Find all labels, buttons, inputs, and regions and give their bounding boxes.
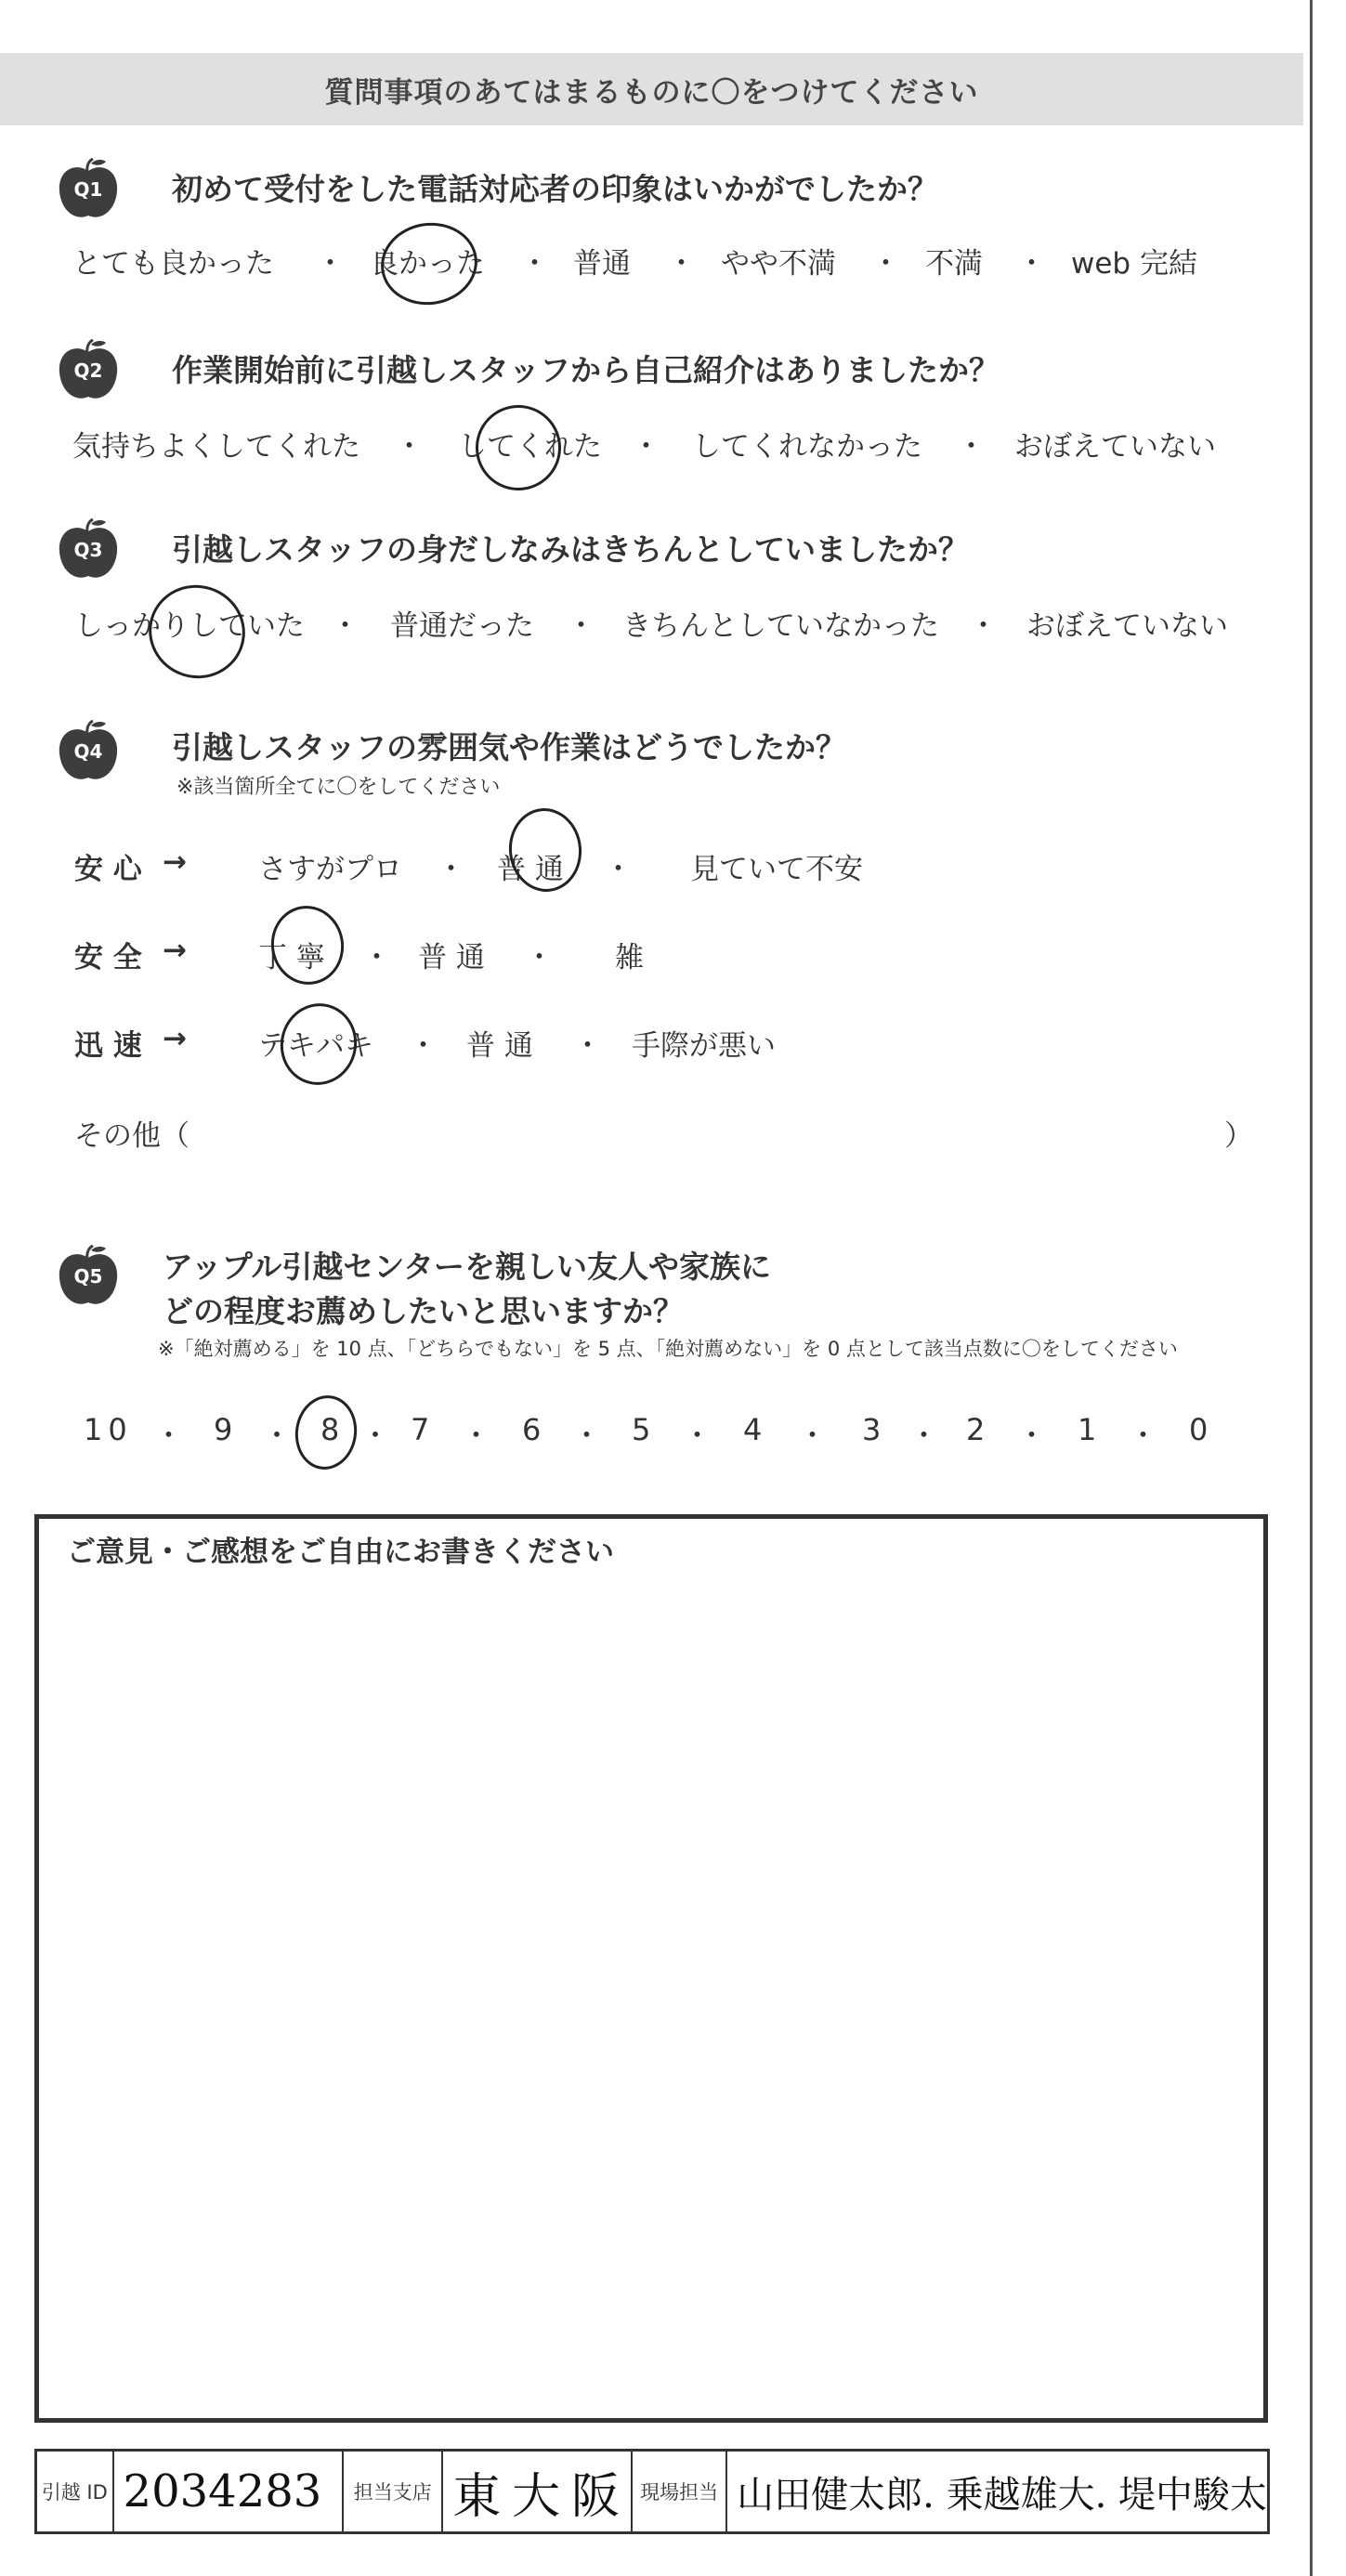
q5-score-1[interactable]: 1 (1078, 1412, 1103, 1447)
q1-badge-label: Q1 (73, 178, 103, 201)
separator-dot: ・ (331, 609, 359, 643)
header-title: 質問事項のあてはまるものに〇をつけてください (324, 75, 979, 110)
q2-option-3[interactable]: してくれなかった (692, 430, 922, 464)
separator-dot: ・ (572, 1419, 601, 1453)
separator-dot: ・ (957, 430, 986, 464)
q1-option-5[interactable]: 不満 (925, 247, 983, 281)
q2-option-2[interactable]: してくれた (458, 430, 602, 464)
separator-dot: ・ (395, 430, 424, 464)
move-id-value: 2034283 (114, 2452, 345, 2531)
separator-dot: ・ (573, 1029, 602, 1063)
separator-dot: ・ (462, 1419, 490, 1453)
q5-score-4[interactable]: 4 (743, 1412, 768, 1447)
q5-score-9[interactable]: 9 (214, 1412, 239, 1447)
q5-note: ※「絶対薦める」を 10 点、「どちらでもない」を 5 点、「絶対薦めない」を 0 点として該当点数に〇をしてください (158, 1338, 1178, 1360)
arrow-right-icon: → (163, 934, 187, 967)
branch-value: 東大阪 (443, 2452, 633, 2531)
branch-label: 担当支店 (344, 2452, 443, 2531)
separator-dot: ・ (520, 247, 549, 281)
q5-score-row (84, 1412, 1245, 1458)
q4-row-label-anzen: 安 全 (74, 941, 142, 974)
q4-row2-option-2[interactable]: 普 通 (418, 941, 485, 974)
q4-row-label-anshin: 安 心 (74, 853, 142, 886)
q4-badge-label: Q4 (73, 740, 103, 763)
page-edge-line (1310, 0, 1313, 2576)
q4-row1-option-2[interactable]: 普 通 (497, 853, 564, 886)
move-id-label: 引越 ID (37, 2452, 114, 2531)
arrow-right-icon: → (163, 1022, 187, 1055)
q1-option-4[interactable]: やや不満 (721, 247, 836, 281)
q1-option-3[interactable]: 普通 (573, 247, 631, 281)
q4-row2-option-3[interactable]: 雑 (615, 941, 644, 974)
separator-dot: ・ (798, 1419, 827, 1453)
separator-dot: ・ (362, 941, 391, 974)
comment-box[interactable] (34, 1514, 1268, 2423)
comment-input[interactable] (67, 1584, 1235, 2390)
separator-dot: ・ (154, 1419, 183, 1453)
q4-row-label-jinsoku: 迅 速 (74, 1029, 142, 1063)
q1-option-2[interactable]: 良かった (370, 247, 485, 281)
comment-title: ご意見・ご感想をご自由にお書きください (67, 1536, 614, 1569)
q3-question: 引越しスタッフの身だしなみはきちんとしていましたか？ (172, 531, 969, 568)
separator-dot: ・ (567, 609, 595, 643)
staff-label: 現場担当 (633, 2452, 727, 2531)
q5-score-5[interactable]: 5 (632, 1412, 657, 1447)
separator-dot: ・ (1017, 247, 1046, 281)
separator-dot: ・ (667, 247, 696, 281)
q1-question: 初めて受付をした電話対応者の印象はいかがでしたか？ (172, 171, 938, 207)
q4-row2-option-1[interactable]: 丁 寧 (258, 941, 325, 974)
q4-note: ※該当箇所全てに〇をしてください (176, 776, 501, 799)
q3-option-3[interactable]: きちんとしていなかった (622, 609, 939, 643)
separator-dot: ・ (1129, 1419, 1157, 1453)
separator-dot: ・ (316, 247, 345, 281)
q3-option-4[interactable]: おぼえていない (1026, 609, 1228, 643)
q5-question-line1: アップル引越センターを親しい友人や家族に (163, 1249, 772, 1285)
q5-score-10[interactable]: 10 (84, 1412, 133, 1447)
q4-question: 引越しスタッフの雰囲気や作業はどうでしたか？ (172, 729, 846, 765)
q2-badge-label: Q2 (73, 360, 103, 382)
separator-dot: ・ (632, 430, 660, 464)
q4-row1-option-3[interactable]: 見ていて不安 (690, 853, 863, 886)
q5-score-3[interactable]: 3 (862, 1412, 887, 1447)
q5-question-line2: どの程度お薦めしたいと思いますか？ (163, 1293, 684, 1329)
q3-badge-label: Q3 (73, 539, 103, 561)
q2-option-4[interactable]: おぼえていない (1014, 430, 1216, 464)
q5-score-6[interactable]: 6 (522, 1412, 547, 1447)
q2-question: 作業開始前に引越しスタッフから自己紹介はありましたか？ (172, 352, 1000, 388)
separator-dot: ・ (909, 1419, 938, 1453)
q4-other-label: その他（ (74, 1119, 189, 1153)
separator-dot: ・ (525, 941, 554, 974)
q3-option-1[interactable]: しっかりしていた (74, 609, 305, 643)
q5-badge-label: Q5 (73, 1265, 103, 1288)
q5-score-2[interactable]: 2 (966, 1412, 991, 1447)
header-bar (0, 53, 1303, 125)
q4-row1-option-1[interactable]: さすがプロ (258, 853, 402, 886)
separator-dot: ・ (871, 247, 900, 281)
footer-table (34, 2449, 1270, 2534)
separator-dot: ・ (360, 1419, 390, 1453)
q5-score-7[interactable]: 7 (411, 1412, 436, 1447)
arrow-right-icon: → (163, 845, 187, 879)
q4-other-close: ） (1224, 1119, 1253, 1153)
q1-option-1[interactable]: とても良かった (72, 247, 274, 281)
q4-row3-option-3[interactable]: 手際が悪い (632, 1029, 776, 1063)
separator-dot: ・ (409, 1029, 438, 1063)
q4-row3-option-1[interactable]: テキパキ (258, 1029, 373, 1063)
separator-dot: ・ (683, 1419, 712, 1453)
q5-score-0[interactable]: 0 (1189, 1412, 1214, 1447)
separator-dot: ・ (1017, 1419, 1046, 1453)
q5-score-8[interactable]: 8 (320, 1412, 346, 1447)
separator-dot: ・ (604, 853, 633, 886)
q2-option-1[interactable]: 気持ちよくしてくれた (72, 430, 360, 464)
separator-dot: ・ (262, 1419, 292, 1453)
separator-dot: ・ (437, 853, 465, 886)
separator-dot: ・ (969, 609, 998, 643)
q1-option-6[interactable]: web 完結 (1071, 247, 1197, 281)
q3-option-2[interactable]: 普通だった (390, 609, 534, 643)
q4-row3-option-2[interactable]: 普 通 (466, 1029, 533, 1063)
staff-value: 山田健太郎. 乗越雄大. 堤中駿太 (737, 2473, 1267, 2517)
